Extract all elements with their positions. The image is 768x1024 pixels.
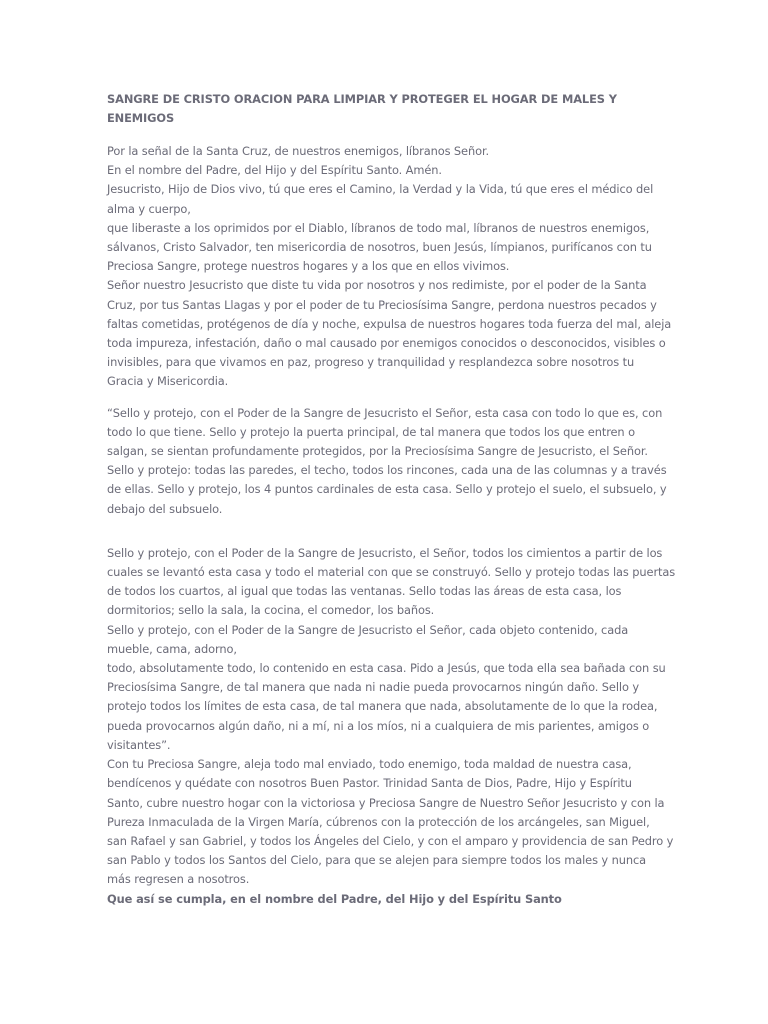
- text-line: más regresen a nosotros.: [107, 872, 250, 887]
- text-line: san Pablo y todos los Santos del Cielo, para que se alejen para siempre todos los males y nunca: [107, 853, 646, 868]
- text-line: Cruz, por tus Santas Llagas y por el poder de tu Preciosísima Sangre, perdona nuestros pecados y: [107, 297, 657, 312]
- spacer: [107, 519, 667, 544]
- text-line: de ellas. Sello y protejo, los 4 puntos cardinales de esta casa. Sello y protejo el suelo, el subsuelo, y: [107, 482, 667, 497]
- text-line: cuales se levantó esta casa y todo el material con que se construyó. Sello y protejo todas las puertas: [107, 565, 676, 580]
- text-line: todo lo que tiene. Sello y protejo la puerta principal, de tal manera que todos los que entren o: [107, 424, 635, 439]
- paragraph-block-2: [107, 404, 667, 519]
- text-line: Con tu Preciosa Sangre, aleja todo mal enviado, todo enemigo, toda maldad de nuestra casa,: [107, 757, 632, 772]
- text-line: salgan, se sientan profundamente protegidos, por la Preciosísima Sangre de Jesucristo, el Señor.: [107, 444, 648, 459]
- text-line: bendícenos y quédate con nosotros Buen Pastor. Trinidad Santa de Dios, Padre, Hijo y Espíritu: [107, 776, 632, 791]
- text-line: Sello y protejo, con el Poder de la Sangre de Jesucristo el Señor, cada objeto contenido, cada: [107, 622, 629, 637]
- text-line: mueble, cama, adorno,: [107, 641, 237, 656]
- text-line: visitantes”.: [107, 737, 171, 752]
- text-line: Preciosa Sangre, protege nuestros hogares y a los que en ellos vivimos.: [107, 259, 510, 274]
- text-line: Pureza Inmaculada de la Virgen María, cúbrenos con la protección de los arcángeles, san Miguel,: [107, 814, 650, 829]
- text-line: Por la señal de la Santa Cruz, de nuestros enemigos, líbranos Señor.: [107, 144, 490, 158]
- text-line: Santo, cubre nuestro hogar con la victoriosa y Preciosa Sangre de Nuestro Señor Jesucristo y con la: [107, 795, 665, 810]
- paragraph-block-1: [107, 142, 672, 392]
- text-line: “Sello y protejo, con el Poder de la Sangre de Jesucristo el Señor, esta casa con todo lo que es, con: [107, 405, 663, 420]
- text-line: alma y cuerpo,: [107, 201, 191, 216]
- text-line: protejo todos los límites de esta casa, de tal manera que nada, absolutamente de lo que la rodea,: [107, 699, 658, 714]
- text-line: que liberaste a los oprimidos por el Diablo, líbranos de todo mal, líbranos de nuestros enemigos,: [107, 220, 650, 235]
- text-line: Señor nuestro Jesucristo que diste tu vida por nosotros y nos redimiste, por el poder de la Santa: [107, 278, 647, 293]
- text-line: todo, absolutamente todo, lo contenido en esta casa. Pido a Jesús, que toda ella sea bañada con su: [107, 661, 666, 676]
- document-page: [107, 90, 676, 909]
- spacer: [107, 392, 667, 404]
- text-line: Sello y protejo: todas las paredes, el techo, todos los rincones, cada una de las columnas y a través: [107, 463, 667, 478]
- text-line: Jesucristo, Hijo de Dios vivo, tú que eres el Camino, la Verdad y la Vida, tú que eres el médico del: [107, 182, 654, 197]
- document-title: SANGRE DE CRISTO ORACION PARA LIMPIAR Y PROTEGER EL HOGAR DE MALES Y ENEMIGOS: [107, 92, 617, 125]
- paragraph-block-3: [107, 544, 676, 890]
- text-line: toda impureza, infestación, daño o mal causado por enemigos conocidos o desconocidos, visibles o: [107, 336, 666, 351]
- text-line: Gracia y Misericordia.: [107, 374, 229, 389]
- text-line: En el nombre del Padre, del Hijo y del Espíritu Santo. Amén.: [107, 163, 442, 178]
- text-line: invisibles, para que vivamos en paz, progreso y tranquilidad y resplandezca sobre nosotros tu: [107, 355, 635, 370]
- text-line: de todos los cuartos, al igual que todas las ventanas. Sello todas las áreas de esta casa, los: [107, 584, 622, 599]
- text-line: Preciosísima Sangre, de tal manera que nada ni nadie pueda provocarnos ningún daño. Sello y: [107, 680, 639, 695]
- text-line: sálvanos, Cristo Salvador, ten misericordia de nosotros, buen Jesús, límpianos, purifícanos con tu: [107, 240, 652, 255]
- text-line: faltas cometidas, protégenos de día y noche, expulsa de nuestros hogares toda fuerza del mal, aleja: [107, 316, 672, 331]
- text-line: san Rafael y san Gabriel, y todos los Ángeles del Cielo, y con el amparo y providencia de san Pedro y: [107, 833, 674, 848]
- text-line: pueda provocarnos algún daño, ni a mí, ni a los míos, ni a cualquiera de mis parientes, amigos o: [107, 718, 650, 733]
- text-line: dormitorios; sello la sala, la cocina, el comedor, los baños.: [107, 603, 435, 618]
- closing-line: Que así se cumpla, en el nombre del Padre, del Hijo y del Espíritu Santo: [107, 891, 562, 906]
- text-line: Sello y protejo, con el Poder de la Sangre de Jesucristo, el Señor, todos los cimientos a partir de los: [107, 545, 663, 560]
- text-line: debajo del subsuelo.: [107, 501, 223, 516]
